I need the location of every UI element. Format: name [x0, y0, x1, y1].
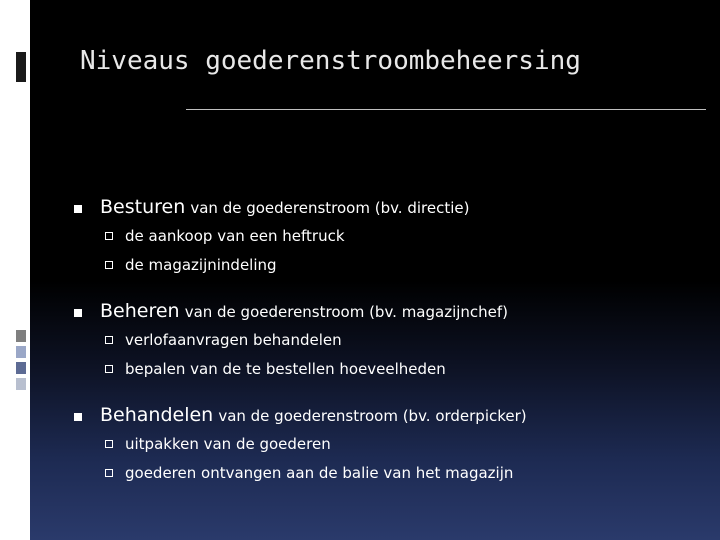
- sub-bullet-item: [46, 225, 706, 247]
- hollow-square-bullet-icon: [105, 336, 113, 344]
- accent-block-blue: [16, 362, 26, 374]
- sub-bullet-item: [46, 433, 706, 455]
- sub-bullet-text: de magazijnindeling: [125, 256, 277, 274]
- bullet-group: [46, 300, 706, 380]
- bullet-item: [46, 300, 706, 322]
- sub-bullet-item: [46, 329, 706, 351]
- sub-bullet-text: de aankoop van een heftruck: [125, 227, 345, 245]
- bullet-list: [46, 196, 706, 508]
- sub-bullet-text: verlofaanvragen behandelen: [125, 331, 342, 349]
- hollow-square-bullet-icon: [105, 440, 113, 448]
- square-bullet-icon: [74, 413, 82, 421]
- bullet-keyword: Behandelen: [100, 404, 214, 426]
- sub-bullet-text: uitpakken van de goederen: [125, 435, 331, 453]
- sub-bullet-item: [46, 254, 706, 276]
- bullet-group: [46, 196, 706, 276]
- bullet-text: van de goederenstroom (bv. orderpicker): [218, 407, 527, 425]
- title-accent-block: [16, 52, 26, 82]
- hollow-square-bullet-icon: [105, 469, 113, 477]
- sub-bullet-text: goederen ontvangen aan de balie van het magazijn: [125, 464, 514, 482]
- sub-bullet-text: bepalen van de te bestellen hoeveelheden: [125, 360, 446, 378]
- accent-block-silver: [16, 378, 26, 390]
- square-bullet-icon: [74, 309, 82, 317]
- square-bullet-icon: [74, 205, 82, 213]
- bullet-keyword: Besturen: [100, 196, 186, 218]
- hollow-square-bullet-icon: [105, 232, 113, 240]
- bullet-text: van de goederenstroom (bv. directie): [190, 199, 470, 217]
- slide-title: Niveaus goederenstroombeheersing: [80, 46, 581, 76]
- accent-block-lightblue: [16, 346, 26, 358]
- bullet-item: [46, 196, 706, 218]
- hollow-square-bullet-icon: [105, 261, 113, 269]
- sub-bullet-item: [46, 462, 706, 484]
- sub-bullet-item: [46, 358, 706, 380]
- accent-block-grey: [16, 330, 26, 342]
- title-underline: [186, 109, 706, 110]
- bullet-text: van de goederenstroom (bv. magazijnchef): [184, 303, 509, 321]
- bullet-item: [46, 404, 706, 426]
- hollow-square-bullet-icon: [105, 365, 113, 373]
- bullet-keyword: Beheren: [100, 300, 180, 322]
- bullet-group: [46, 404, 706, 484]
